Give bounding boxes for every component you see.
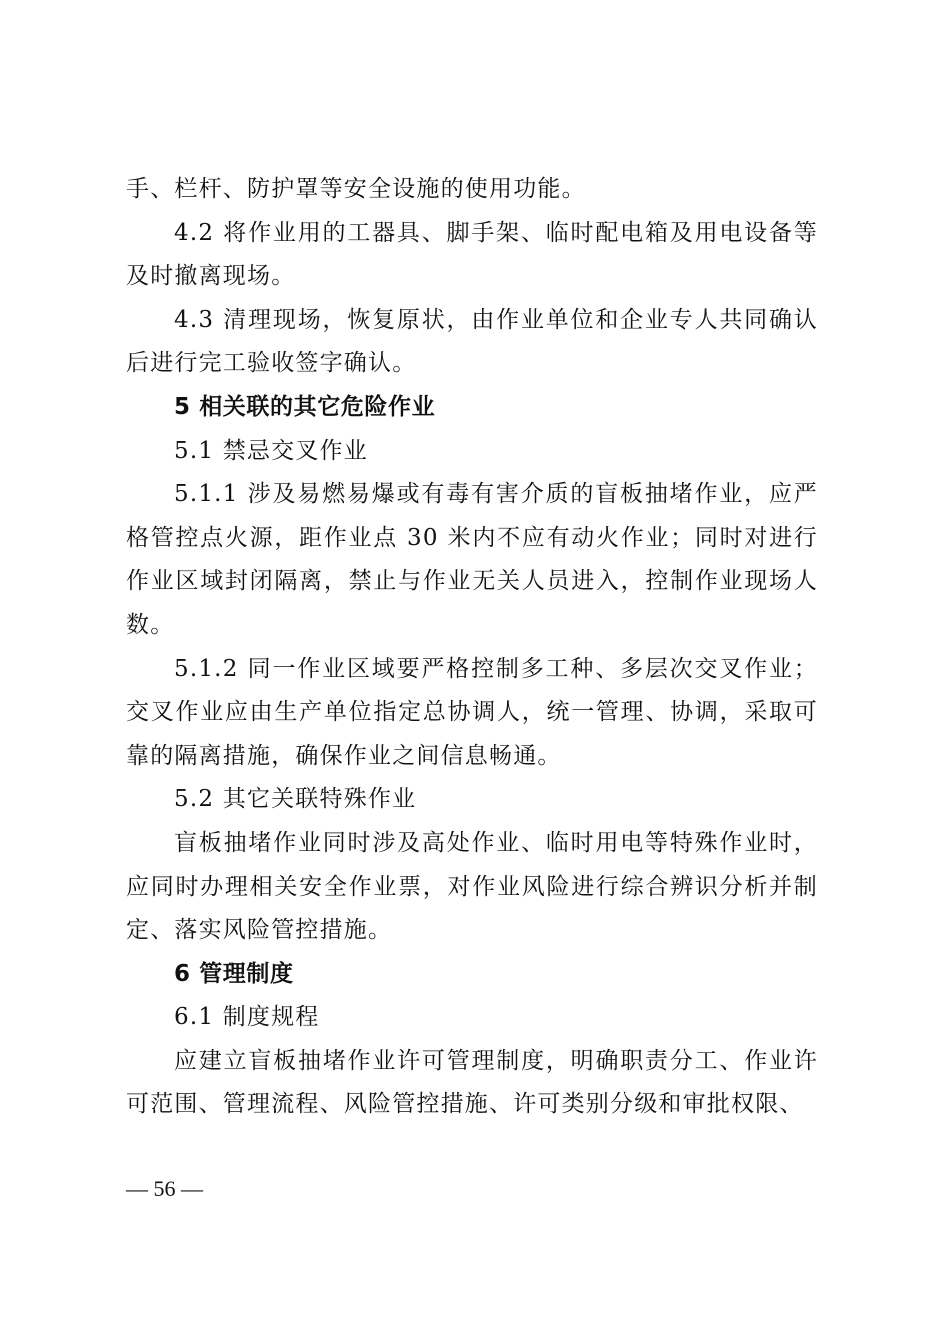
subsection-heading-5-2: 5.2 其它关联特殊作业 [174, 786, 417, 813]
paragraph-continuation: 手、栏杆、防护罩等安全设施的使用功能。 [126, 176, 586, 202]
paragraph-5-1-1: 5.1.1 涉及易燃易爆或有毒有害介质的盲板抽堵作业，应严格管控点火源，距作业点 30 米内不应有动火作业；同时对进行作业区域封闭隔离，禁止与作业无关人员进入，控制作业现场人数。 [126, 481, 818, 638]
section-heading-6: 6 管理制度 [174, 960, 294, 987]
page-number: — 56 — [126, 1176, 203, 1201]
paragraph-5-1-2: 5.1.2 同一作业区域要严格控制多工种、多层次交叉作业；交叉作业应由生产单位指定总协调人，统一管理、协调，采取可靠的隔离措施，确保作业之间信息畅通。 [126, 655, 818, 769]
subsection-heading-5-1: 5.1 禁忌交叉作业 [174, 437, 368, 464]
document-body [126, 168, 818, 1127]
subsection-heading-6-1: 6.1 制度规程 [174, 1004, 320, 1031]
paragraph-4-3: 4.3 清理现场，恢复原状，由作业单位和企业专人共同确认后进行完工验收签字确认。 [126, 306, 818, 377]
paragraph-4-2: 4.2 将作业用的工器具、脚手架、临时配电箱及用电设备等及时撤离现场。 [126, 219, 818, 290]
paragraph-6-1: 应建立盲板抽堵作业许可管理制度，明确职责分工、作业许可范围、管理流程、风险管控措施、许可类别分级和审批权限、 [126, 1047, 818, 1118]
paragraph-5-2: 盲板抽堵作业同时涉及高处作业、临时用电等特殊作业时，应同时办理相关安全作业票，对作业风险进行综合辨识分析并制定、落实风险管控措施。 [126, 829, 818, 944]
section-heading-5: 5 相关联的其它危险作业 [174, 393, 436, 420]
